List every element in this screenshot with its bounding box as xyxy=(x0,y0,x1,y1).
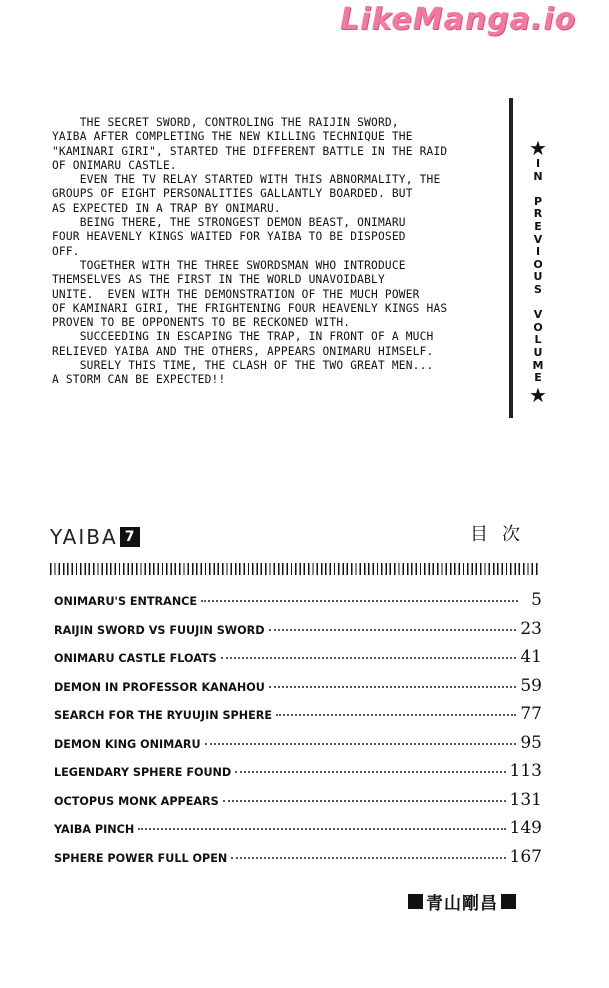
toc-page-number: 113 xyxy=(509,761,542,781)
toc-page-number: 131 xyxy=(509,789,542,810)
previous-volume-summary xyxy=(52,116,512,388)
table-of-contents xyxy=(54,590,542,875)
side-title-in-previous-volume xyxy=(528,138,548,405)
toc-page-number: 5 xyxy=(531,590,542,610)
star-icon: ★ xyxy=(529,136,547,160)
toc-leader-dots xyxy=(205,743,517,745)
toc-entry[interactable] xyxy=(54,704,542,733)
watermark-logo: LikeManga.io xyxy=(340,2,577,37)
toc-chapter-title: OCTOPUS MONK APPEARS xyxy=(54,794,219,808)
toc-chapter-title: RAIJIN SWORD VS FUUJIN SWORD xyxy=(54,623,265,637)
side-letter: E xyxy=(534,371,542,385)
toc-entry[interactable] xyxy=(54,647,542,676)
square-mark-icon xyxy=(501,894,516,909)
author-credit xyxy=(405,888,545,914)
toc-leader-dots xyxy=(138,828,505,830)
toc-page-number: 59 xyxy=(520,675,542,696)
toc-page-number: 149 xyxy=(509,818,542,838)
square-mark-icon xyxy=(408,894,423,909)
side-letter: I xyxy=(535,245,541,259)
summary-line: TOGETHER WITH THE THREE SWORDSMAN WHO INTRODUCE xyxy=(52,258,406,272)
summary-line: UNITE. EVEN WITH THE DEMONSTRATION OF THE MUCH POWER xyxy=(52,287,420,301)
side-letter: S xyxy=(534,282,542,296)
toc-page-number: 23 xyxy=(520,618,542,639)
side-letter: M xyxy=(532,358,544,372)
side-letter: U xyxy=(533,270,543,284)
summary-line: THE SECRET SWORD, CONTROLING THE RAIJIN SWORD, xyxy=(52,116,399,129)
summary-line: OFF. xyxy=(52,244,80,258)
toc-page-number: 41 xyxy=(520,647,542,667)
toc-chapter-title: ONIMARU'S ENTRANCE xyxy=(54,595,198,608)
toc-chapter-title: SEARCH FOR THE RYUUJIN SPHERE xyxy=(54,709,273,722)
summary-line: SURELY THIS TIME, THE CLASH OF THE TWO GREAT MEN... xyxy=(52,359,434,373)
toc-page-number: 167 xyxy=(509,846,542,867)
toc-entry[interactable] xyxy=(54,847,542,876)
toc-chapter-title: YAIBA PINCH xyxy=(54,823,135,836)
toc-heading: 目次 xyxy=(470,524,534,545)
toc-entry[interactable] xyxy=(54,733,542,762)
toc-leader-dots xyxy=(231,857,505,859)
toc-leader-dots xyxy=(201,600,518,602)
toc-leader-dots xyxy=(276,714,516,716)
side-letter: O xyxy=(533,257,543,271)
toc-chapter-title: DEMON IN PROFESSOR KANAHOU xyxy=(54,680,265,694)
volume-number-badge: 7 xyxy=(120,527,140,547)
summary-line: A STORM CAN BE EXPECTED!! xyxy=(52,373,226,387)
summary-line: SUCCEEDING IN ESCAPING THE TRAP, IN FRONT OF A MUCH xyxy=(52,330,434,344)
side-letter: I xyxy=(535,157,541,170)
summary-line: FOUR HEAVENLY KINGS WAITED FOR YAIBA TO BE DISPOSED xyxy=(52,230,406,244)
toc-leader-dots xyxy=(223,800,506,802)
toc-entry[interactable] xyxy=(54,761,542,790)
decorative-ruler xyxy=(50,563,540,575)
star-icon: ★ xyxy=(529,382,547,407)
summary-line: EVEN THE TV RELAY STARTED WITH THIS ABNORMALITY, THE xyxy=(52,173,441,187)
side-letter: V xyxy=(533,308,543,322)
side-letter: U xyxy=(533,345,543,359)
toc-leader-dots xyxy=(269,686,517,688)
toc-leader-dots xyxy=(269,629,517,631)
toc-chapter-title: DEMON KING ONIMARU xyxy=(54,737,201,751)
toc-entry[interactable] xyxy=(54,590,542,619)
side-letter: N xyxy=(533,169,543,183)
author-name: 青山剛昌 xyxy=(426,893,498,914)
series-title xyxy=(50,522,140,552)
summary-line: "KAMINARI GIRI", STARTED THE DIFFERENT BATTLE IN THE RAID xyxy=(52,144,448,158)
toc-chapter-title: SPHERE POWER FULL OPEN xyxy=(54,851,228,865)
toc-chapter-title: ONIMARU CASTLE FLOATS xyxy=(54,652,217,665)
summary-line: OF ONIMARU CASTLE. xyxy=(52,158,177,172)
side-letter: V xyxy=(533,232,543,246)
summary-line: RELIEVED YAIBA AND THE OTHERS, APPEARS ONIMARU HIMSELF. xyxy=(52,344,434,358)
toc-page-number: 77 xyxy=(520,704,542,724)
toc-entry[interactable] xyxy=(54,619,542,648)
side-letter: R xyxy=(533,207,543,221)
side-letter: P xyxy=(533,194,543,208)
toc-entry[interactable] xyxy=(54,790,542,819)
summary-line: YAIBA AFTER COMPLETING THE NEW KILLING TECHNIQUE THE xyxy=(52,130,413,144)
side-letter: O xyxy=(533,320,543,334)
summary-line: PROVEN TO BE OPPONENTS TO BE RECKONED WITH. xyxy=(52,316,351,330)
toc-entry[interactable] xyxy=(54,818,542,847)
summary-line: OF KAMINARI GIRI, THE FRIGHTENING FOUR HEAVENLY KINGS HAS xyxy=(52,301,448,315)
toc-chapter-title: LEGENDARY SPHERE FOUND xyxy=(54,766,232,779)
toc-leader-dots xyxy=(235,771,505,773)
summary-divider xyxy=(509,98,513,418)
side-letter: E xyxy=(534,219,542,233)
toc-page-number: 95 xyxy=(520,732,542,753)
summary-line: GROUPS OF EIGHT PERSONALITIES GALLANTLY BOARDED. BUT xyxy=(52,187,413,201)
summary-line: AS EXPECTED IN A TRAP BY ONIMARU. xyxy=(52,201,281,215)
series-name: YAIBA xyxy=(50,525,118,549)
side-letter xyxy=(536,183,540,196)
toc-leader-dots xyxy=(221,657,517,659)
toc-entry[interactable] xyxy=(54,676,542,705)
side-letter: L xyxy=(534,333,542,347)
summary-line: BEING THERE, THE STRONGEST DEMON BEAST, ONIMARU xyxy=(52,216,406,230)
summary-line: THEMSELVES AS THE FIRST IN THE WORLD UNAVOIDABLY xyxy=(52,273,385,287)
